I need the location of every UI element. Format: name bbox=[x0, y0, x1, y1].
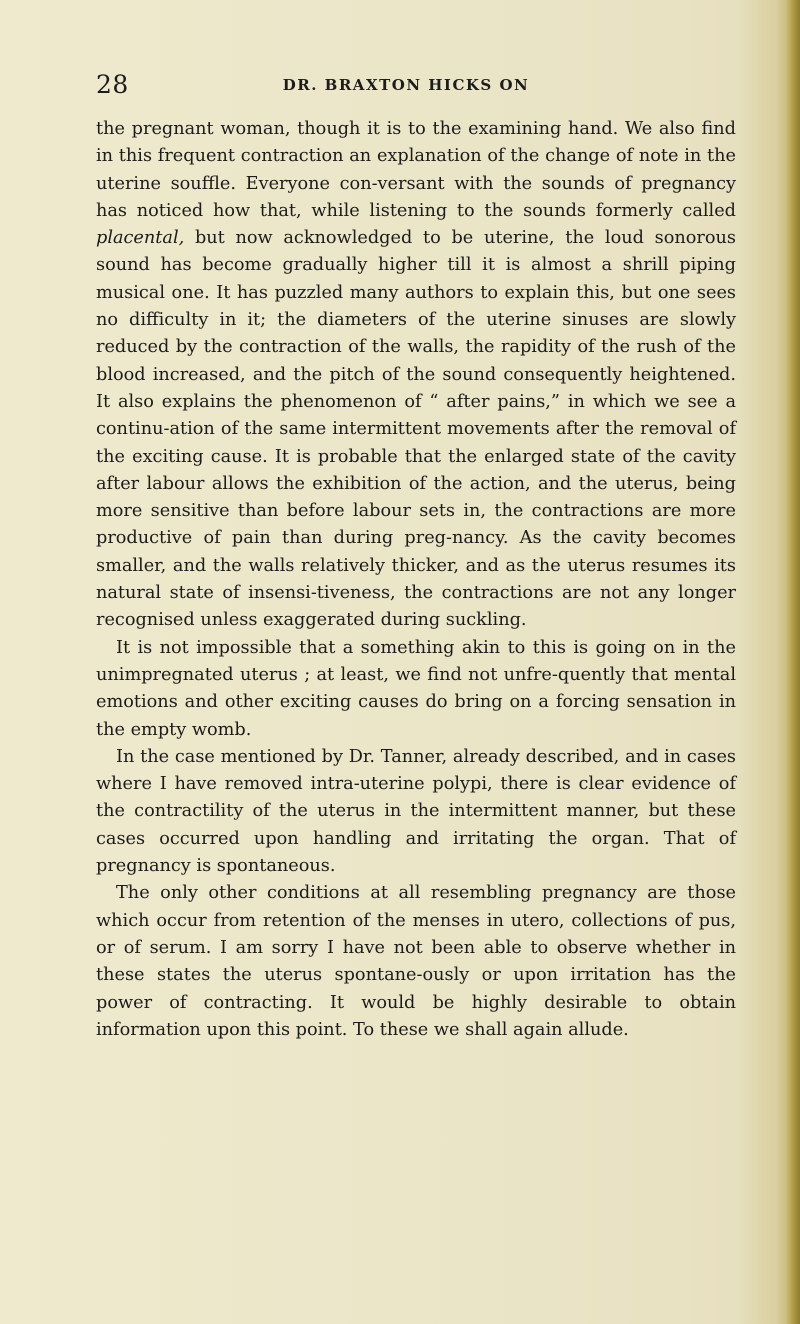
paragraph-4: The only other conditions at all resembling pregnancy are those which occur from retention of the menses in utero, collections of pus, or of serum. I am sorry I have not been able to observe whether in these states the uterus spontane-ously or upon irritation has the power of contracting. It would be highly desirable to obtain information upon this point. To these we shall again allude. bbox=[96, 883, 736, 1040]
paragraph-1 bbox=[96, 116, 736, 635]
page-edge bbox=[786, 0, 800, 1324]
page-header bbox=[96, 70, 736, 104]
paragraph-1-text-end: but now acknowledged to be uterine, the loud sonorous sound has become gradually higher till it is almost a shrill piping musical one. It has puzzled many authors to explain this, but one sees no difficulty in it; the diameters of the uterine sinuses are slowly reduced by the contraction of the walls, the rapidity of the rush of the blood increased, and the pitch of the sound consequently heightened. It also explains the phenomenon of “ after pains,” in which we see a continu-ation of the same intermittent movements after the removal of the exciting cause. It is probable that the enlarged state of the cavity after labour allows the exhibition of the action, and the uterus, being more sensitive than before labour sets in, the contractions are more productive of pain than during preg-nancy. As the cavity becomes smaller, and the walls relatively thicker, and as the uterus resumes its natural state of insensi-tiveness, the contractions are not any longer recognised unless exaggerated during suckling. bbox=[96, 228, 736, 631]
body-text bbox=[96, 116, 736, 1044]
page-number: 28 bbox=[96, 70, 129, 99]
paragraph-3: In the case mentioned by Dr. Tanner, already described, and in cases where I have removed intra-uterine polypi, there is clear evidence of the contractility of the uterus in the intermittent manner, but these cases occurred upon handling and irritating the organ. That of pregnancy is spontaneous. bbox=[96, 746, 736, 877]
paragraph-1-text-start: the pregnant woman, though it is to the examining hand. We also find in this frequent contraction an explanation of the change of note in the uterine souffle. Everyone con-versant with the sounds of pregnancy has noticed how that, while listening to the sounds formerly called bbox=[96, 119, 736, 221]
paragraph-2: It is not impossible that a something akin to this is going on in the unimpregnated uterus ; at least, we find not unfre-quently that mental emotions and other exciting causes do bring on a forcing sensation in the empty womb. bbox=[96, 637, 736, 740]
italic-word: placental, bbox=[96, 228, 185, 249]
running-head: DR. BRAXTON HICKS ON bbox=[282, 76, 530, 94]
